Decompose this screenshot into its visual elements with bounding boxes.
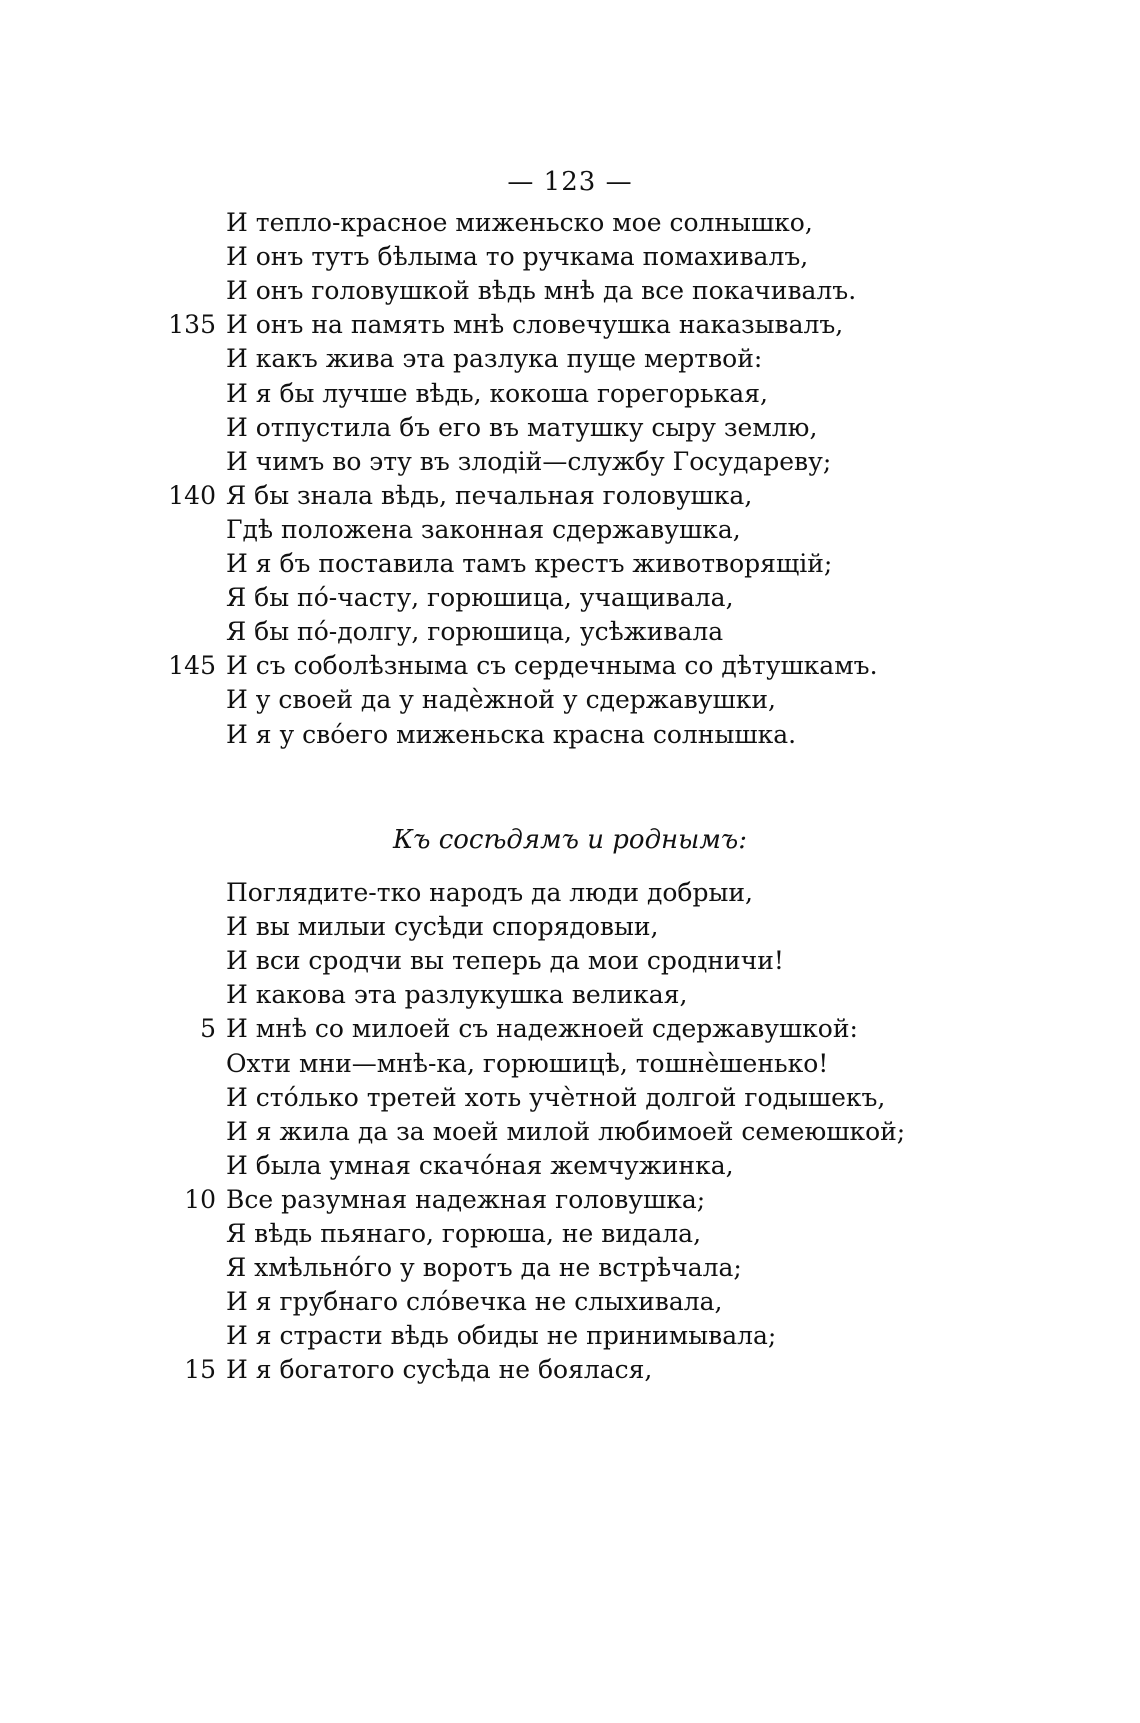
poem-line [0, 615, 1140, 648]
line-text: И вси сродчи вы теперь да мои сродничи! [226, 946, 784, 976]
line-text: И сто́лько третей хоть учѐтной долгой годышекъ, [226, 1082, 886, 1112]
poem-line [0, 1012, 1140, 1045]
line-text: Поглядите-тко народъ да люди добрыи, [226, 878, 753, 907]
poem-line [0, 876, 1140, 909]
poem-line [0, 308, 1140, 341]
line-text: И я у сво́его миженьска красна солнышка. [226, 719, 797, 749]
poem-line [0, 240, 1140, 273]
poem-line [0, 1149, 1140, 1182]
poem-line [0, 944, 1140, 977]
line-text: И онъ тутъ бѣлыма то ручкама помахивалъ, [226, 242, 809, 272]
poem-line [0, 1081, 1140, 1114]
line-text: Я хмѣльно́го у воротъ да не встрѣчала; [226, 1253, 742, 1283]
line-number: 140 [168, 480, 216, 510]
line-text: Я бы знала вѣдь, печальная головушка, [226, 480, 753, 510]
line-text: И я страсти вѣдь обиды не принимывала; [226, 1321, 777, 1351]
line-text: И я богатого сусѣда не боялася, [226, 1355, 653, 1385]
poem-line [0, 1217, 1140, 1250]
poem-line [0, 206, 1140, 239]
line-text: Я бы по́-долгу, горюшица, усѣживала [226, 617, 724, 647]
line-text: Я бы по́-часту, горюшица, учащивала, [226, 583, 734, 613]
poem-line [0, 1115, 1140, 1148]
poem-line [0, 1251, 1140, 1284]
poem-line [0, 1047, 1140, 1080]
line-text: И онъ на память мнѣ словечушка наказывалъ, [226, 310, 844, 340]
poem-line [0, 1183, 1140, 1216]
line-number: 145 [168, 651, 216, 681]
poem-line [0, 1319, 1140, 1352]
line-number: 5 [200, 1014, 216, 1044]
line-text: И я бы лучше вѣдь, кокоша горегорькая, [226, 378, 768, 408]
section-heading: Къ сосѣдямъ и роднымъ: [392, 825, 747, 855]
poem-line [0, 978, 1140, 1011]
poem-line [0, 910, 1140, 943]
line-text: Охти мни—мнѣ-ка, горюшицѣ, тошнѐшенько! [226, 1048, 829, 1078]
poem-line [0, 547, 1140, 580]
poem-line [0, 377, 1140, 410]
line-text: Все разумная надежная головушка; [226, 1184, 706, 1214]
poem-line [0, 411, 1140, 444]
page-number: — 123 — [507, 167, 633, 197]
line-text: Я вѣдь пьянаго, горюша, не видала, [226, 1219, 702, 1248]
poem-line [0, 513, 1140, 546]
poem-line [0, 342, 1140, 375]
line-text: И чимъ во эту въ злодій—службу Государеву; [226, 446, 832, 476]
line-text: И съ соболѣзныма съ сердечныма со дѣтушкамъ. [226, 651, 878, 681]
line-number: 135 [168, 310, 216, 340]
poem-line [0, 274, 1140, 307]
line-number: 10 [184, 1184, 216, 1214]
line-number: 15 [184, 1355, 216, 1385]
line-text: Гдѣ положена законная сдержавушка, [226, 514, 741, 544]
line-text: И тепло-красное миженьско мое солнышко, [226, 208, 813, 237]
line-text: И была умная скачо́ная жемчужинка, [226, 1150, 734, 1180]
poem-line [0, 1285, 1140, 1318]
poem-line [0, 445, 1140, 478]
line-text: И какъ жива эта разлука пуще мертвой: [226, 344, 763, 374]
poem-line [0, 1353, 1140, 1386]
line-text: И какова эта разлукушка великая, [226, 980, 688, 1010]
poem-line [0, 649, 1140, 682]
poem-line [0, 683, 1140, 716]
line-text: И я грубнаго сло́вечка не слыхивала, [226, 1287, 723, 1317]
line-text: И отпустила бъ его въ матушку сыру землю, [226, 412, 818, 442]
poem-line [0, 479, 1140, 512]
poem-line [0, 718, 1140, 751]
line-text: И вы милыи сусѣди спорядовыи, [226, 912, 659, 942]
line-text: И я жила да за моей милой любимоей семеюшкой; [226, 1116, 906, 1146]
line-text: И я бъ поставила тамъ крестъ животворящій; [226, 549, 833, 578]
line-text: И онъ головушкой вѣдь мнѣ да все покачивалъ. [226, 276, 857, 306]
line-text: И у своей да у надѐжной у сдержавушки, [226, 685, 776, 715]
poem-line [0, 581, 1140, 614]
line-text: И мнѣ со милоей съ надежноей сдержавушкой: [226, 1014, 858, 1044]
